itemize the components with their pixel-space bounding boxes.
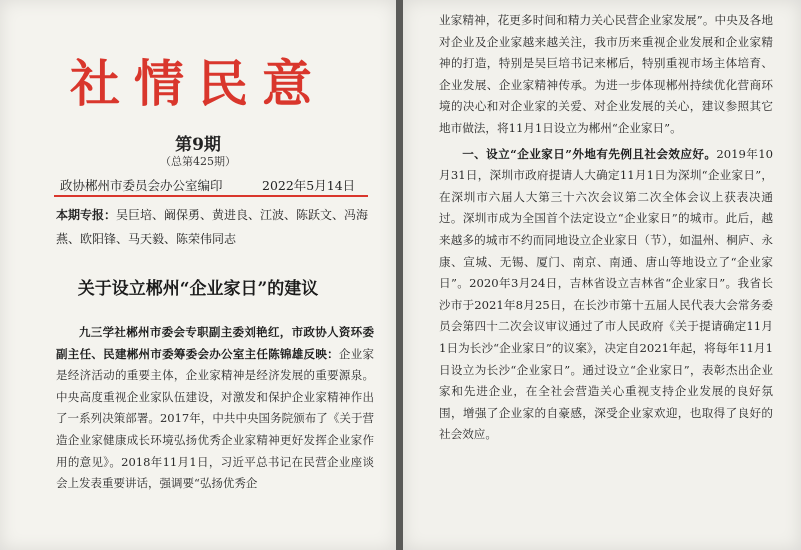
- issue-number: 第9期: [175, 135, 221, 155]
- recipients-names: 吴巨培、阚保勇、黄进良、江波、陈跃文、冯海燕、欧阳锋、马天毅、陈荣伟同志: [56, 208, 369, 246]
- recipients-label: 本期专报：: [56, 208, 117, 222]
- left-page: [0, 0, 396, 550]
- body-paragraph-left: 企业家是经济活动的重要主体，企业家精神是经济发展的重要源泉。中央高度重视企业家队伍建设，对激发和保护企业家精神作出了一系列决策部署。2017年，中共中央国务院颁布了《关于营造企业家健康成长环境弘扬优秀企业家精神更好发挥企业家作用的意见》。2018年11月1日，习近平总书记在民营企业座谈会上发表重要讲话，强调要“弘扬优秀企: [56, 346, 374, 491]
- section-heading-1: 一、设立“企业家日”外地有先例且社会效应好。: [462, 146, 717, 161]
- masthead-title: 社情民意: [70, 54, 326, 113]
- intro-text: 九三学社郴州市委会专职副主委刘艳红，市政协人资环委副主任、民建郴州市委筹委会办公室主任陈锦雄反映：: [56, 325, 374, 361]
- paragraph-2-text: 2019年10月31日，深圳市政府提请人大确定11月1日为深圳“企业家日”，在深圳市六届人大第三十六次会议第二次全体会议上获表决通过。深圳市成为全国首个法定设立“企业家日”的城市。此后，越来越多的城市不约而同地设立企业家日（节），如温州、桐庐、永康、宣城、无锡、厦门、南京、南通、唐山等地设立了“企业家日”。2020年3月24日，吉林省设立吉林省“企业家日”。我省长沙市于2021年8月25日，在长沙市第十五届人民代表大会常务委员会第四十二次会议审议通过了市人民政府《关于提请确定11月1日为长沙“企业家日”的议案》，决定自2021年起，将每年11月1日设立为长沙“企业家日”。通过设立“企业家日”，表彰杰出企业家和先进企业，在全社会营造关心重视支持企业发展的良好氛围，增强了企业家的自豪感，深受企业家欢迎，也取得了良好的社会效应。: [439, 146, 773, 442]
- body-text-right: [439, 10, 773, 446]
- right-page: [403, 0, 801, 550]
- document-title: 关于设立郴州“企业家日”的建议: [77, 279, 319, 299]
- publish-date: 2022年5月14日: [262, 178, 356, 193]
- red-divider: [54, 195, 368, 197]
- recipients-block: [56, 203, 376, 251]
- publisher-org: 政协郴州市委员会办公室编印: [60, 178, 223, 193]
- paragraph-1: 业家精神，花更多时间和精力关心民营企业家发展”。中央及各地对企业及企业家越来越关注，我市历来重视企业发展和企业家精神的打造，特别是吴巨培书记来郴后，特别重视市场主体培育、企业发展、企业家精神传承。为进一步体现郴州持续优化营商环境的决心和对企业家的关爱、对企业发展的关心，建议参照其它地市做法，将11月1日设立为郴州“企业家日”。: [439, 13, 773, 135]
- paragraph-2: [439, 144, 773, 446]
- body-text-left: [56, 322, 374, 495]
- total-issue-number: （总第425期）: [160, 155, 236, 168]
